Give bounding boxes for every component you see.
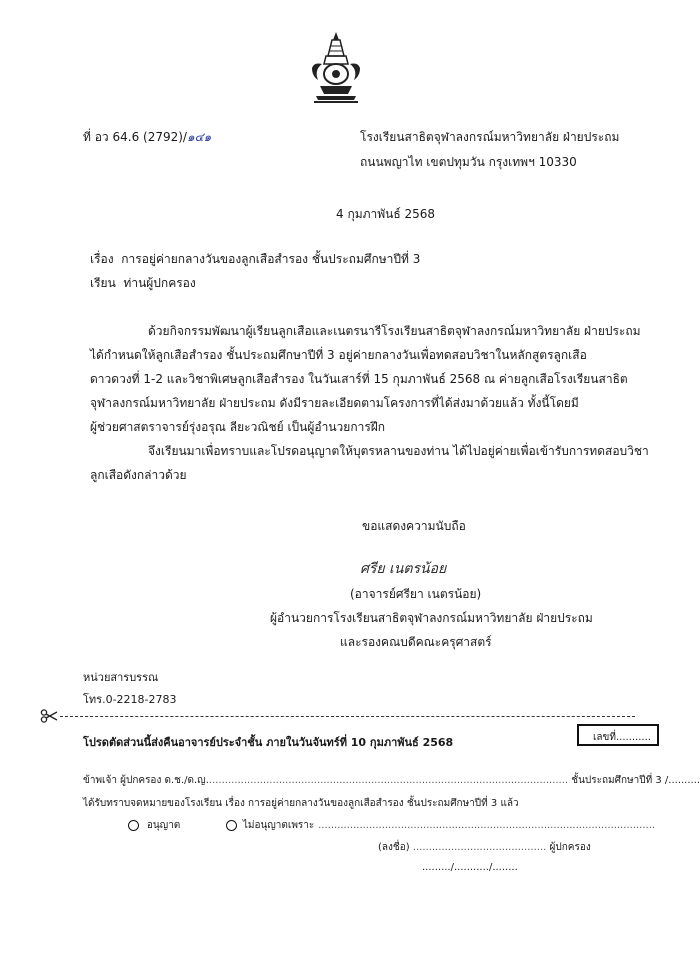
body-paragraph-1-line: ผู้ช่วยศาสตราจารย์รุ่งอรุณ ลียะวณิชย์ เป็นผู้อำนวยการฝึก — [90, 420, 386, 434]
sign-suffix: ผู้ปกครอง — [549, 842, 591, 853]
slip-line-1-prefix: ข้าพเจ้า ผู้ปกครอง ด.ช./ด.ญ. — [83, 775, 209, 786]
slip-line-2: ได้รับทราบจดหมายของโรงเรียน เรื่อง การอยู่ค่ายกลางวันของลูกเสือสำรอง ชั้นประถมศึกษาปีที่ 3 แล้ว — [83, 798, 519, 809]
slip-line-1 — [83, 773, 700, 788]
signer-title-2: และรองคณบดีคณะครุศาสตร์ — [340, 635, 492, 649]
subject-line — [90, 250, 420, 269]
scissors-icon — [40, 709, 58, 723]
document-number-handwritten: ๑๔๑ — [186, 130, 212, 144]
signer-name: (อาจารย์ศรียา เนตรน้อย) — [350, 587, 482, 601]
allow-radio[interactable] — [128, 820, 139, 831]
deny-reason-field[interactable]: .......................................................................................................... — [318, 820, 656, 831]
deny-radio[interactable] — [226, 820, 237, 831]
cut-line — [60, 716, 635, 717]
recipient-text: ท่านผู้ปกครอง — [123, 276, 196, 290]
parent-signature-field[interactable]: .......................................... — [412, 842, 547, 853]
return-instruction: โปรดตัดส่วนนี้ส่งคืนอาจารย์ประจำชั้น ภายในวันจันทร์ที่ 10 กุมภาพันธ์ 2568 — [83, 736, 454, 749]
option-deny-label: ไม่อนุญาตเพราะ — [242, 820, 315, 831]
slip-date-line[interactable]: ........./.........../........ — [422, 862, 518, 873]
document-number-prefix: ที่ อว 64.6 (2792)/ — [83, 130, 187, 144]
recipient-line — [90, 274, 196, 293]
student-number-label: เลขที่........... — [593, 732, 651, 743]
body-paragraph-1-line: ด้วยกิจกรรมพัฒนาผู้เรียนลูกเสือและเนตรนารีโรงเรียนสาธิตจุฬาลงกรณ์มหาวิทยาลัย ฝ่ายประถม — [148, 324, 641, 338]
handwritten-signature: ศรีย เนตรน้อย — [360, 561, 447, 577]
body-paragraph-1-line: ได้กำหนดให้ลูกเสือสำรอง ชั้นประถมศึกษาปีที่ 3 อยู่ค่ายกลางวันเพื่อทดสอบวิชาในหลักสูตรลูกเสือ — [90, 348, 587, 362]
sign-label: (ลงชื่อ) — [378, 842, 410, 853]
slip-line-1-suffix: ชั้นประถมศึกษาปีที่ 3 /.......... — [571, 775, 700, 786]
letter-date: 4 กุมภาพันธ์ 2568 — [336, 207, 436, 221]
subject-label: เรื่อง — [90, 252, 114, 266]
option-deny[interactable] — [226, 818, 655, 833]
school-emblem-icon — [308, 30, 364, 110]
body-paragraph-1-line: ดาวดวงที่ 1-2 และวิชาพิเศษลูกเสือสำรอง ในวันเสาร์ที่ 15 กุมภาพันธ์ 2568 ณ ค่ายลูกเสือโรงเรียนสาธิต — [90, 372, 628, 386]
school-name: โรงเรียนสาธิตจุฬาลงกรณ์มหาวิทยาลัย ฝ่ายประถม — [360, 130, 620, 144]
option-allow[interactable] — [128, 818, 180, 833]
signer-title-1: ผู้อำนวยการโรงเรียนสาธิตจุฬาลงกรณ์มหาวิทยาลัย ฝ่ายประถม — [270, 611, 593, 625]
body-paragraph-2-line: จึงเรียนมาเพื่อทราบและโปรดอนุญาตให้บุตรหลานของท่าน ได้ไปอยู่ค่ายเพื่อเข้ารับการทดสอบวิชา — [148, 444, 649, 458]
closing-salutation: ขอแสดงความนับถือ — [362, 519, 466, 533]
student-number-box[interactable] — [577, 724, 659, 746]
student-name-field[interactable]: ................................................................................................................. — [208, 775, 569, 786]
school-address: ถนนพญาไท เขตปทุมวัน กรุงเทพฯ 10330 — [360, 155, 577, 169]
footer-phone: โทร.0-2218-2783 — [83, 693, 177, 706]
subject-text: การอยู่ค่ายกลางวันของลูกเสือสำรอง ชั้นประถมศึกษาปีที่ 3 — [121, 252, 421, 266]
document-number — [83, 128, 211, 147]
footer-unit: หน่วยสารบรรณ — [83, 671, 159, 684]
option-allow-label: อนุญาต — [146, 820, 181, 831]
parent-signature-line — [378, 840, 591, 855]
body-paragraph-2-line: ลูกเสือดังกล่าวด้วย — [90, 468, 187, 482]
body-paragraph-1-line: จุฬาลงกรณ์มหาวิทยาลัย ฝ่ายประถม ดังมีรายละเอียดตามโครงการที่ได้ส่งมาด้วยแล้ว ทั้งนี้โดยมี — [90, 396, 579, 410]
recipient-label: เรียน — [90, 276, 116, 290]
